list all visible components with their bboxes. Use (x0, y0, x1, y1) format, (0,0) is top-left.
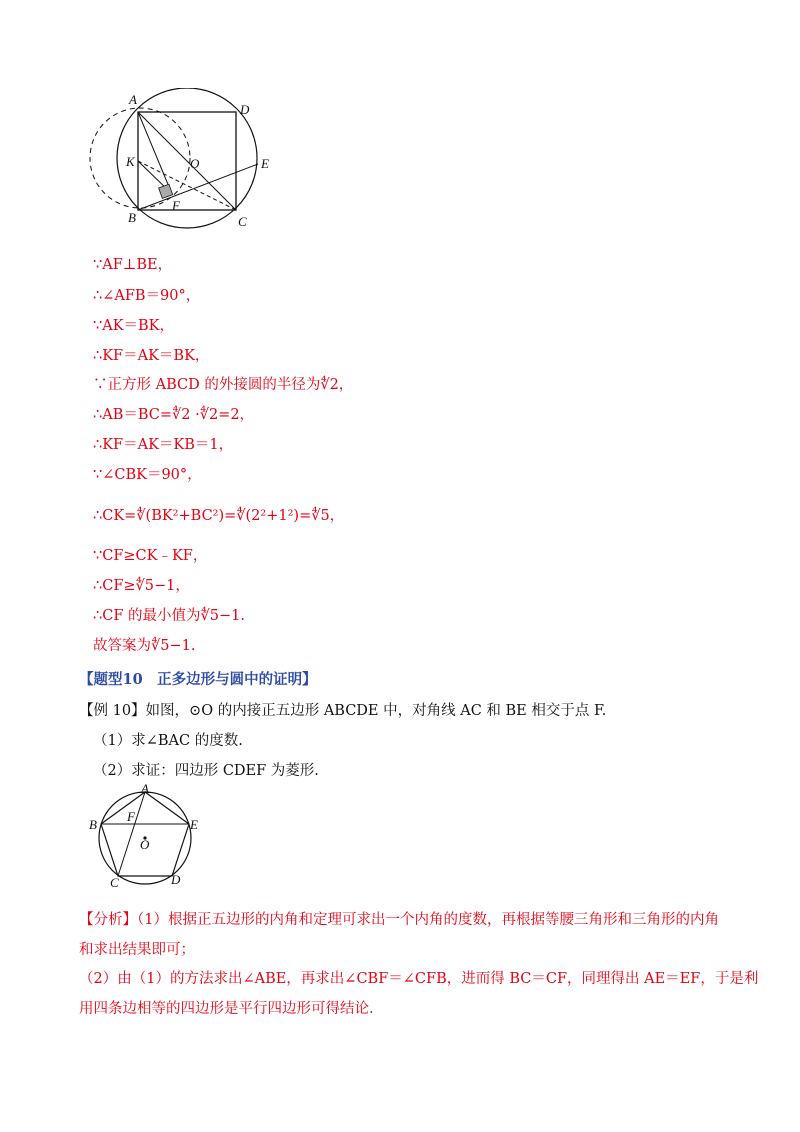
label-f: F (172, 198, 180, 213)
label-b: B (128, 210, 136, 225)
solution-line-3: ∵AK＝BK， (93, 318, 175, 334)
solution-line-2: ∴∠AFB＝90°， (93, 288, 201, 304)
label-d: D (171, 872, 181, 887)
dashed-circle (90, 108, 190, 208)
solution-line-7: ∴KF＝AK＝KB＝1， (93, 437, 234, 453)
analysis-line-3: （2）由（1）的方法求出∠ABE，再求出∠CBF＝∠CFB，进而得 BC＝CF，同理得出 AE＝EF，于是利 (79, 971, 759, 987)
analysis-line-1: 【分析】（1）根据正五边形的内角和定理可求出一个内角的度数，再根据等腰三角形和三角形的内角 (79, 912, 719, 928)
label-e: E (261, 156, 269, 171)
solution-line-4: ∴KF＝AK＝BK， (93, 348, 210, 364)
solution-line-12: ∴CF 的最小值为∜5−1. (93, 608, 245, 624)
label-a: A (129, 92, 137, 107)
example-intro: 【例 10】如图，⊙O 的内接正五边形 ABCDE 中，对角线 AC 和 BE 相交于点 F. (79, 703, 607, 719)
label-b: B (89, 817, 97, 832)
solution-line-1: ∵AF⊥BE， (93, 257, 173, 273)
question-2: （2）求证：四边形 CDEF 为菱形. (93, 763, 319, 779)
solution-line-9: ∴CK=∜(BK²+BC²)=∜(2²+1²)=∜5， (93, 508, 345, 524)
analysis-line-2: 和求出结果即可； (79, 942, 195, 958)
figure-square-circle (80, 88, 290, 238)
solution-line-10: ∵CF≥CK﹣KF， (93, 548, 208, 564)
section-heading: 【题型10 正多边形与圆中的证明】 (79, 671, 317, 688)
label-f: F (127, 809, 135, 824)
label-k: K (126, 154, 135, 169)
label-e: E (190, 817, 198, 832)
label-o: O (140, 837, 150, 852)
question-1: （1）求∠BAC 的度数. (93, 733, 243, 749)
solution-line-8: ∵∠CBK＝90°， (93, 467, 202, 483)
solution-line-6: ∴AB＝BC=∜2 ·∜2=2， (93, 407, 255, 423)
solution-line-5: ∵正方形 ABCD 的外接圆的半径为∜2， (93, 377, 354, 393)
figure-pentagon-circle (86, 783, 206, 893)
label-a: A (141, 783, 149, 796)
label-d: D (240, 102, 250, 117)
label-o: O (190, 156, 200, 171)
analysis-line-4: 用四条边相等的四边形是平行四边形可得结论. (79, 1001, 374, 1017)
label-c: C (238, 214, 247, 229)
solution-line-11: ∴CF≥∜5−1， (93, 578, 190, 594)
label-c: C (110, 875, 119, 890)
solution-line-13: 故答案为∜5−1. (93, 638, 196, 654)
